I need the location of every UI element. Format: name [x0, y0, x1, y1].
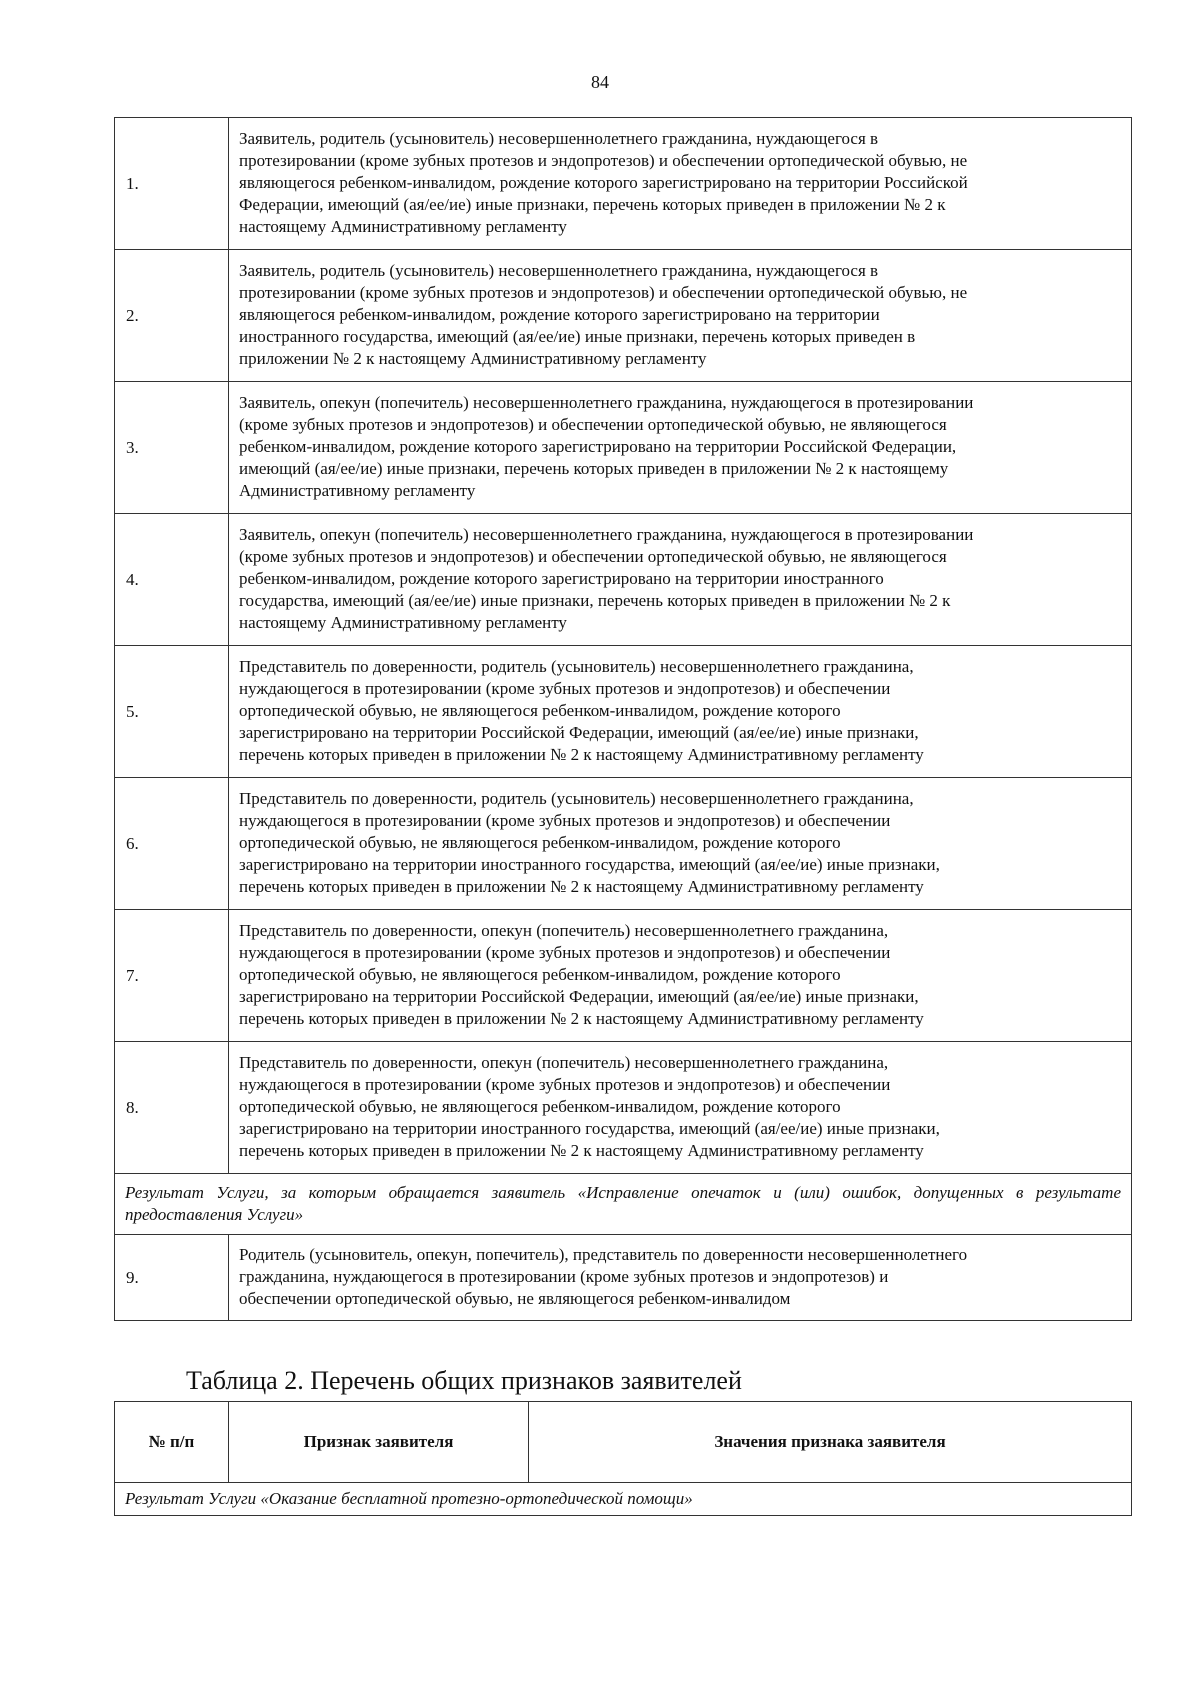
row-text-line: зарегистрировано на территории Российской Федерации, имеющий (ая/ее/ие) иные признаки, [239, 987, 919, 1006]
row-text-line: зарегистрировано на территории Российской Федерации, имеющий (ая/ее/ие) иные признаки, [239, 723, 919, 742]
row-text-line: являющегося ребенком-инвалидом, рождение которого зарегистрировано на территории Российской [239, 173, 968, 192]
row-number: 7. [115, 910, 229, 1042]
row-text-line: гражданина, нуждающегося в протезировании (кроме зубных протезов и эндопротезов) и [239, 1267, 889, 1286]
table2-title: Таблица 2. Перечень общих признаков заявителей [186, 1366, 742, 1395]
row-text-line: ортопедической обувью, не являющегося ребенком-инвалидом, рождение которого [239, 701, 841, 720]
row-text-line: Заявитель, опекун (попечитель) несовершеннолетнего гражданина, нуждающегося в протезировании [239, 393, 974, 412]
header-attribute: Признак заявителя [229, 1402, 529, 1483]
row-text [229, 778, 1132, 910]
row-text-line: настоящему Административному регламенту [239, 613, 567, 632]
table-row [115, 514, 1132, 646]
row-text-line: протезировании (кроме зубных протезов и эндопротезов) и обеспечении ортопедической обувью, не [239, 283, 968, 302]
applicant-variants-table [114, 117, 1132, 1321]
row-number: 3. [115, 382, 229, 514]
table-row [115, 646, 1132, 778]
row-number: 8. [115, 1042, 229, 1174]
row-text-line: имеющий (ая/ее/ие) иные признаки, перечень которых приведен в приложении № 2 к настоящему [239, 459, 949, 478]
row-number: 6. [115, 778, 229, 910]
row-text-line: протезировании (кроме зубных протезов и эндопротезов) и обеспечении ортопедической обувью, не [239, 151, 968, 170]
table-header-row [115, 1402, 1132, 1483]
row-text [229, 1235, 1132, 1321]
table-row [115, 910, 1132, 1042]
result-heading-row [115, 1483, 1132, 1516]
result-heading-row [115, 1174, 1132, 1235]
table-row [115, 1042, 1132, 1174]
row-text [229, 1042, 1132, 1174]
row-text [229, 646, 1132, 778]
applicant-attributes-table [114, 1401, 1132, 1516]
row-text-line: являющегося ребенком-инвалидом, рождение которого зарегистрировано на территории [239, 305, 880, 324]
row-text-line: Представитель по доверенности, опекун (попечитель) несовершеннолетнего гражданина, [239, 1053, 889, 1072]
row-text-line: настоящему Административному регламенту [239, 217, 567, 236]
page-number: 84 [591, 72, 609, 92]
row-number: 4. [115, 514, 229, 646]
row-text-line: нуждающегося в протезировании (кроме зубных протезов и эндопротезов) и обеспечении [239, 679, 891, 698]
table-row [115, 778, 1132, 910]
row-text-line: Представитель по доверенности, опекун (попечитель) несовершеннолетнего гражданина, [239, 921, 889, 940]
row-text-line: нуждающегося в протезировании (кроме зубных протезов и эндопротезов) и обеспечении [239, 811, 891, 830]
row-text-line: Заявитель, опекун (попечитель) несовершеннолетнего гражданина, нуждающегося в протезировании [239, 525, 974, 544]
row-text-line: ребенком-инвалидом, рождение которого зарегистрировано на территории Российской Федерации, [239, 437, 957, 456]
row-text-line: обеспечении ортопедической обувью, не являющегося ребенком-инвалидом [239, 1289, 791, 1308]
row-text-line: перечень которых приведен в приложении № 2 к настоящему Административному регламенту [239, 1009, 924, 1028]
row-text-line: нуждающегося в протезировании (кроме зубных протезов и эндопротезов) и обеспечении [239, 1075, 891, 1094]
row-number: 1. [115, 118, 229, 250]
row-text [229, 250, 1132, 382]
row-text-line: ортопедической обувью, не являющегося ребенком-инвалидом, рождение которого [239, 1097, 841, 1116]
row-text-line: государства, имеющий (ая/ее/ие) иные признаки, перечень которых приведен в приложении № 2 к [239, 591, 951, 610]
header-values: Значения признака заявителя [529, 1402, 1132, 1483]
row-text-line: нуждающегося в протезировании (кроме зубных протезов и эндопротезов) и обеспечении [239, 943, 891, 962]
row-text-line: ребенком-инвалидом, рождение которого зарегистрировано на территории иностранного [239, 569, 884, 588]
row-text [229, 910, 1132, 1042]
table-row [115, 1235, 1132, 1321]
row-number: 2. [115, 250, 229, 382]
row-text-line: зарегистрировано на территории иностранного государства, имеющий (ая/ее/ие) иные признаки, [239, 1119, 940, 1138]
row-text-line: приложении № 2 к настоящему Административному регламенту [239, 349, 707, 368]
result-heading: Результат Услуги «Оказание бесплатной протезно-ортопедической помощи» [115, 1483, 1132, 1516]
row-text-line: ортопедической обувью, не являющегося ребенком-инвалидом, рождение которого [239, 965, 841, 984]
result-heading: Результат Услуги, за которым обращается заявитель «Исправление опечаток и (или) ошибок, допущенных в результате предоставления Услуги» [115, 1174, 1132, 1235]
table-row [115, 118, 1132, 250]
row-text-line: Представитель по доверенности, родитель (усыновитель) несовершеннолетнего гражданина, [239, 789, 914, 808]
row-number: 5. [115, 646, 229, 778]
row-text-line: иностранного государства, имеющий (ая/ее/ие) иные признаки, перечень которых приведен в [239, 327, 916, 346]
row-text-line: Родитель (усыновитель, опекун, попечитель), представитель по доверенности несовершеннолетнего [239, 1245, 968, 1264]
row-text-line: Представитель по доверенности, родитель (усыновитель) несовершеннолетнего гражданина, [239, 657, 914, 676]
row-text-line: ортопедической обувью, не являющегося ребенком-инвалидом, рождение которого [239, 833, 841, 852]
row-text-line: перечень которых приведен в приложении № 2 к настоящему Административному регламенту [239, 877, 924, 896]
row-text-line: Заявитель, родитель (усыновитель) несовершеннолетнего гражданина, нуждающегося в [239, 129, 879, 148]
table-row [115, 250, 1132, 382]
row-text-line: Административному регламенту [239, 481, 476, 500]
table-row [115, 382, 1132, 514]
row-text [229, 514, 1132, 646]
header-number: № п/п [115, 1402, 229, 1483]
row-text-line: Заявитель, родитель (усыновитель) несовершеннолетнего гражданина, нуждающегося в [239, 261, 879, 280]
row-text-line: перечень которых приведен в приложении № 2 к настоящему Административному регламенту [239, 745, 924, 764]
row-text-line: Федерации, имеющий (ая/ее/ие) иные признаки, перечень которых приведен в приложении № 2 к [239, 195, 946, 214]
row-number: 9. [115, 1235, 229, 1321]
row-text-line: (кроме зубных протезов и эндопротезов) и обеспечении ортопедической обувью, не являющегося [239, 415, 947, 434]
row-text-line: перечень которых приведен в приложении № 2 к настоящему Административному регламенту [239, 1141, 924, 1160]
applicant-variants-body [115, 118, 1132, 1321]
row-text [229, 118, 1132, 250]
row-text-line: (кроме зубных протезов и эндопротезов) и обеспечении ортопедической обувью, не являющегося [239, 547, 947, 566]
row-text [229, 382, 1132, 514]
row-text-line: зарегистрировано на территории иностранного государства, имеющий (ая/ее/ие) иные признаки, [239, 855, 940, 874]
